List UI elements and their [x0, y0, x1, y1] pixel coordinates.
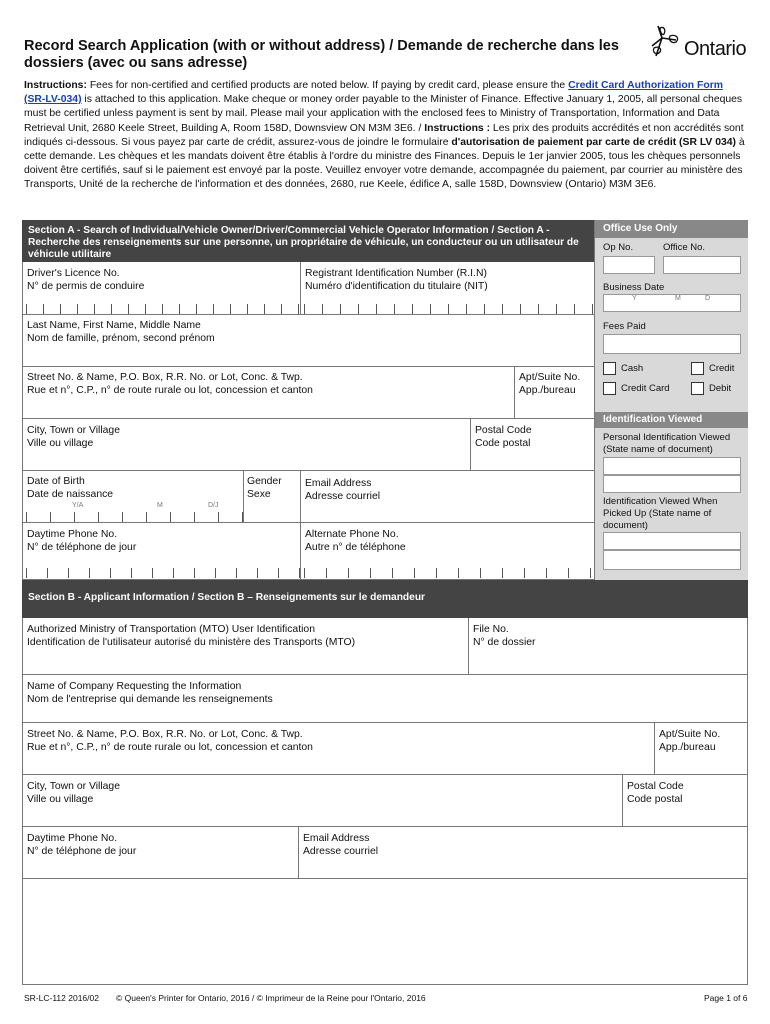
b-street-label: Street No. & Name, P.O. Box, R.R. No. or Lot, Conc. & Twp. Rue et n°, C.P., n° de route rurale ou lot, concession et canton [27, 729, 313, 753]
instructions-text-fr-1: Les prix des produits accrédités et non accrédités sont indiqués ci-dessous. Si vous payez par carte de crédit, assurez-vous de joindre le formulaire [24, 122, 744, 148]
credit-label: Credit [709, 363, 735, 374]
phone-comb-tick [89, 568, 90, 578]
dob-comb-tick [122, 512, 123, 522]
dob-comb-tick [98, 512, 99, 522]
phone-comb-tick [299, 568, 300, 578]
dl-comb-tick [111, 304, 112, 314]
b-postal-label: Postal Code Code postal [627, 781, 684, 805]
dl-comb-tick [43, 304, 44, 314]
alt-phone-comb-tick [370, 568, 371, 578]
footer-form-number: SR-LC-112 2016/02 [24, 993, 99, 1003]
phone-comb-tick [173, 568, 174, 578]
phone-comb-tick [278, 568, 279, 578]
op-no-input[interactable] [603, 256, 655, 274]
page-title: Record Search Application (with or without address) / Demande de recherche dans les dossiers (avec ou sans adresse) [24, 38, 619, 71]
alt-phone-label: Alternate Phone No. Autre n° de téléphone [305, 529, 406, 553]
rin-comb-tick [430, 304, 431, 314]
dob-month-hint: M [157, 502, 163, 509]
gender-label: Gender Sexe [247, 476, 282, 500]
name-input[interactable] [26, 347, 592, 363]
dob-comb-tick [218, 512, 219, 522]
instructions-text-en-1: Fees for non-certified and certified products are noted below. If paying by credit card, please ensure the [86, 80, 569, 91]
mto-id-input[interactable] [26, 652, 466, 670]
postal-input[interactable] [474, 452, 592, 468]
bd-day-hint: D [705, 295, 711, 302]
alt-phone-comb-tick [480, 568, 481, 578]
b-email-input[interactable] [302, 860, 744, 878]
instructions-bold-fr: d'autorisation de paiement par carte de crédit (SR LV 034) [451, 136, 737, 148]
rin-comb-tick [574, 304, 575, 314]
alt-phone-comb-tick [590, 568, 591, 578]
email-label: Email Address Adresse courriel [305, 478, 381, 502]
dl-comb-tick [145, 304, 146, 314]
phone-comb-tick [26, 568, 27, 578]
alt-phone-comb-tick [546, 568, 547, 578]
dob-comb-tick [170, 512, 171, 522]
file-no-input[interactable] [472, 652, 744, 670]
dl-label: Driver's Licence No. N° de permis de conduire [27, 268, 145, 292]
phone-comb-tick [257, 568, 258, 578]
phone-comb-tick [131, 568, 132, 578]
id-pickup-input-2[interactable] [603, 550, 741, 570]
dl-comb-tick [77, 304, 78, 314]
instructions-label-en: Instructions: [24, 80, 87, 91]
section-b-header [22, 580, 748, 618]
b-city-input[interactable] [26, 806, 620, 824]
dl-comb-tick [162, 304, 163, 314]
b-phone-label: Daytime Phone No. N° de téléphone de jour [27, 833, 137, 857]
alt-phone-comb-tick [524, 568, 525, 578]
logo-wordmark: Ontario [684, 38, 747, 60]
b-apt-label: Apt/Suite No. App./bureau [659, 729, 721, 753]
alt-phone-comb-tick [436, 568, 437, 578]
dob-input[interactable] [26, 500, 240, 520]
bd-year-hint: Y [632, 295, 637, 302]
company-label: Name of Company Requesting the Information Nom de l'entreprise qui demande les renseignements [27, 681, 273, 705]
bd-month-hint: M [675, 295, 681, 302]
dob-comb-tick [146, 512, 147, 522]
rin-comb-tick [358, 304, 359, 314]
fees-paid-label: Fees Paid [603, 321, 646, 332]
dl-comb-tick [94, 304, 95, 314]
identification-viewed-header: Identification Viewed [595, 412, 748, 428]
dl-comb-tick [179, 304, 180, 314]
id-pickup-input-1[interactable] [603, 532, 741, 550]
b-phone-input[interactable] [26, 860, 296, 878]
b-blank-area [26, 884, 744, 978]
instructions [24, 79, 746, 193]
postal-label: Postal Code Code postal [475, 425, 532, 449]
rin-comb-tick [538, 304, 539, 314]
personal-id-input-2[interactable] [603, 475, 741, 493]
dl-comb-tick [298, 304, 299, 314]
dl-comb-tick [213, 304, 214, 314]
phone-comb-tick [194, 568, 195, 578]
alt-phone-comb-tick [458, 568, 459, 578]
personal-id-input-1[interactable] [603, 457, 741, 475]
office-use-panel [594, 220, 748, 580]
b-city-label: City, Town or Village Ville ou village [27, 781, 120, 805]
credit-card-form-link[interactable]: Credit Card Authorization Form (SR-LV-034) [24, 80, 723, 106]
dl-comb-tick [26, 304, 27, 314]
dl-comb-tick [281, 304, 282, 314]
section-a-header [22, 220, 594, 262]
rin-comb-tick [520, 304, 521, 314]
city-input[interactable] [26, 452, 466, 468]
apt-input[interactable] [518, 398, 592, 416]
dob-comb-tick [26, 512, 27, 522]
alt-phone-comb-tick [326, 568, 327, 578]
office-use-header: Office Use Only [595, 220, 748, 238]
gender-input[interactable] [246, 500, 296, 520]
alt-phone-comb-tick [414, 568, 415, 578]
dl-comb-tick [230, 304, 231, 314]
phone-label: Daytime Phone No. N° de téléphone de jour [27, 529, 137, 553]
phone-comb-tick [68, 568, 69, 578]
dl-comb-tick [247, 304, 248, 314]
section-a-header-text: Section A - Search of Individual/Vehicle Owner/Driver/Commercial Vehicle Operator Information / Section A - Recherche des renseignements sur une personne, un propriétaire de véhicule, un conducteur ou un utilisateur de véhicule utilitaire [28, 225, 579, 260]
b-street-input[interactable] [26, 754, 652, 772]
debit-checkbox[interactable] [691, 382, 704, 395]
alt-phone-comb-tick [304, 568, 305, 578]
rin-comb-tick [466, 304, 467, 314]
instructions-text-en-2: is attached to this application. Make cheque or money order payable to the Minister of Finance. Effective January 1, 2005, all personal cheques must be certified unless payment is sent by mail. Please mail your application with the enclosed fees to Ministry of Transportation, Information and Data Retrieval Unit, 2680 Keele Street, Building A, Room 158D, Downsview ON M3M 3E6. / [24, 94, 743, 134]
dl-comb-tick [128, 304, 129, 314]
dob-year-hint: Y/A [72, 502, 84, 509]
credit-checkbox[interactable] [691, 362, 704, 375]
rin-comb-tick [394, 304, 395, 314]
phone-comb-tick [47, 568, 48, 578]
alt-phone-comb-tick [502, 568, 503, 578]
phone-comb-tick [152, 568, 153, 578]
apt-label: Apt/Suite No. App./bureau [519, 372, 581, 396]
instructions-text-fr-2: à cette demande. Les chèques et les mandats doivent être établis à l'ordre du ministre des Finances. Depuis le 1er janvier 2005, tous les chèques personnels doivent être certifiés, sauf si le paiement est envoyé par la poste. Veuillez envoyer votre demande, accompagnée du paiement, par courrier au ministère des Transports, Unité de la recherche de l'information et des données, 2680, rue Keele, édifice A, salle 158D, Downsview (Ontario) M3M 3E6. [24, 136, 745, 191]
footer-page-number: Page 1 of 6 [704, 993, 748, 1003]
rin-comb-tick [502, 304, 503, 314]
dob-day-hint: D/J [208, 502, 219, 509]
dl-comb-tick [60, 304, 61, 314]
instructions-label-fr: Instructions : [424, 122, 491, 134]
id-pickup-label: Identification Viewed When Picked Up (State name of document) [603, 496, 718, 531]
office-no-label: Office No. [663, 242, 706, 253]
city-label: City, Town or Village Ville ou village [27, 425, 120, 449]
section-a-fields [22, 262, 594, 580]
alt-phone-comb-tick [348, 568, 349, 578]
phone-comb-tick [110, 568, 111, 578]
section-b-header-text: Section B - Applicant Information / Section B – Renseignements sur le demandeur [28, 592, 426, 603]
street-input[interactable] [26, 398, 510, 416]
op-no-label: Op No. [603, 242, 634, 253]
credit-card-label: Credit Card [621, 383, 670, 394]
dob-comb-tick [50, 512, 51, 522]
rin-comb-tick [412, 304, 413, 314]
rin-comb-tick [304, 304, 305, 314]
rin-comb-tick [592, 304, 593, 314]
name-label: Last Name, First Name, Middle Name Nom de famille, prénom, second prénom [27, 320, 215, 344]
dob-comb-tick [74, 512, 75, 522]
phone-comb-tick [236, 568, 237, 578]
section-b-fields [22, 618, 748, 985]
cash-label: Cash [621, 363, 644, 374]
b-apt-input[interactable] [658, 754, 744, 772]
alt-phone-comb-tick [568, 568, 569, 578]
street-label: Street No. & Name, P.O. Box, R.R. No. or Lot, Conc. & Twp. Rue et n°, C.P., n° de route rurale ou lot, concession et canton [27, 372, 313, 396]
rin-comb-tick [340, 304, 341, 314]
dob-label: Date of Birth Date de naissance [27, 476, 114, 500]
b-email-label: Email Address Adresse courriel [303, 833, 379, 857]
trillium-icon [650, 24, 686, 58]
rin-comb-tick [322, 304, 323, 314]
dl-comb-tick [196, 304, 197, 314]
dob-comb-tick [194, 512, 195, 522]
alt-phone-comb-tick [392, 568, 393, 578]
footer-copyright: © Queen's Printer for Ontario, 2016 / © Imprimeur de la Reine pour l'Ontario, 2016 [116, 993, 426, 1003]
fees-paid-input[interactable] [603, 334, 741, 354]
dl-comb-tick [264, 304, 265, 314]
cash-checkbox[interactable] [603, 362, 616, 375]
rin-comb-tick [448, 304, 449, 314]
email-input[interactable] [304, 500, 592, 520]
office-no-input[interactable] [663, 256, 741, 274]
rin-comb-tick [484, 304, 485, 314]
ontario-logo [650, 24, 750, 60]
phone-input[interactable] [26, 556, 296, 576]
business-date-input[interactable] [603, 294, 741, 312]
b-postal-input[interactable] [626, 806, 744, 824]
rin-comb-tick [556, 304, 557, 314]
debit-label: Debit [709, 383, 732, 394]
dob-comb-tick [242, 512, 243, 522]
rin-comb-tick [376, 304, 377, 314]
rin-label: Registrant Identification Number (R.I.N) Numéro d'identification du titulaire (NIT) [305, 268, 488, 292]
file-no-label: File No. N° de dossier [473, 624, 536, 648]
phone-comb-tick [215, 568, 216, 578]
personal-id-label: Personal Identification Viewed (State name of document) [603, 432, 731, 455]
mto-id-label: Authorized Ministry of Transportation (MTO) User Identification Identification de l'utilisateur autorisé du ministère des Transports (MTO) [27, 624, 356, 648]
business-date-label: Business Date [603, 282, 665, 293]
credit-card-checkbox[interactable] [603, 382, 616, 395]
